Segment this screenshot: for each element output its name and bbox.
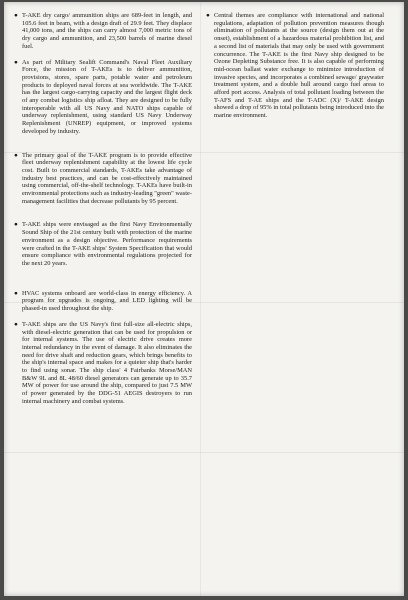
- bullet-icon: ●: [14, 151, 18, 159]
- paragraph: [14, 321, 192, 406]
- fold-line: [4, 452, 404, 453]
- paragraph-text: T-AKE ships were envisaged as the first Navy Environmentally Sound Ship of the 21st century built with protection of the marine environment as a design objective. Performance requirements were crafted in the T-AKE ships' System Specification that would ensure compliance with environmental regulations projected for the next 20 years.: [22, 221, 192, 267]
- bullet-icon: ●: [14, 320, 18, 328]
- bullet-icon: ●: [14, 12, 18, 19]
- paragraph-text: Central themes are compliance with international and national regulations, adaptation of pollution prevention measures though elimination of pollutants at the source (design them out at the onset), establishment of a hazardous material prohibition list, and a second list of materials that may only be used with government concurrence. The T-AKE is the first Navy ship designed to be Ozone Depleting Substance free. It is also capable of performing mid-ocean ballast water exchange to minimize introduction of invasive species, and incorporates a combined sewage/ graywater treatment system, and a double hull around cargo fuel areas to afford port access. Analysis of total pollutant loading between the T-AFS and T-AE ships and the T-ADC (X)/ T-AKE design showed a drop of 95% in total pollutants being introduced into the marine environment.: [214, 12, 384, 120]
- bullet-icon: ●: [14, 58, 18, 66]
- paragraph: [14, 221, 192, 267]
- paragraph: [206, 12, 384, 120]
- bullet-icon: ●: [206, 12, 210, 19]
- paragraph-text: T-AKE dry cargo/ ammunition ships are 689-feet in length, and 105.6 feet in beam, with a design draft of 29.9 feet. They displace 41,000 tons, and the ships can carry almost 7,000 metric tons of dry cargo and ammunition, and 23,500 barrels of marine diesel fuel.: [22, 12, 192, 50]
- paragraph-text: T-AKE ships are the US Navy's first full-size all-electric ships, with diesel-electric generation that can be used for propulsion or for internal systems. The use of electric drive creates more internal redundancy in the event of damage. It also eliminates the need for drive shaft and reduction gears, which brings benefits to the ship's internal space and makes for a quieter ship that's harder to find using sonar. The ship class' 4 Fairbanks Morse/MAN B&W 9L and 8L 48/60 diesel generators can generate up to 35.7 MW of power for use around the ship, compared to just 7.5 MW of power generated by the DDG-51 AEGIS destroyers to run internal machinery and combat systems.: [22, 320, 192, 405]
- paragraph-text: The primary goal of the T-AKE program is to provide effective fleet underway replenishment capability at the lowest life cycle cost. Built to commercial standards, T-AKEs take advantage of industry best practices, and can be cost-effectively maintained using commercial, off-the-shelf technology. T-AKEs have built-in environmental protections such as industry-leading "green" waste-management facilities that decrease pollutants by 95 percent.: [22, 151, 192, 205]
- paragraph: [14, 12, 192, 51]
- document-page: [4, 2, 404, 596]
- fold-line: [200, 2, 201, 596]
- paragraph: [14, 59, 192, 136]
- paragraph-text: HVAC systems onboard are world-class in energy efficiency. A program for upgrades is ongoing, and LED lighting will be phased-in used throughout the ship.: [22, 289, 192, 313]
- paragraph: [14, 290, 192, 313]
- paragraph: [14, 152, 192, 206]
- bullet-icon: ●: [14, 221, 18, 229]
- right-column: [206, 12, 384, 120]
- left-column: [14, 12, 192, 406]
- paragraph-text: As part of Military Sealift Command's Naval Fleet Auxiliary Force, the mission of T-AKEs is to deliver ammunition, provisions, stores, spare parts, potable water and petroleum products to deployed naval forces at sea worldwide. The T-AKE has the largest cargo-carrying capacity and the largest flight deck of any combat logistics ship afloat. They are designed to be fully interoperable with all US Navy and NATO ships capable of underway replenishment, using standard US Navy Underway Replenishment (UNREP) equipment, or improved systems developed by industry.: [22, 58, 192, 135]
- bullet-icon: ●: [14, 289, 18, 297]
